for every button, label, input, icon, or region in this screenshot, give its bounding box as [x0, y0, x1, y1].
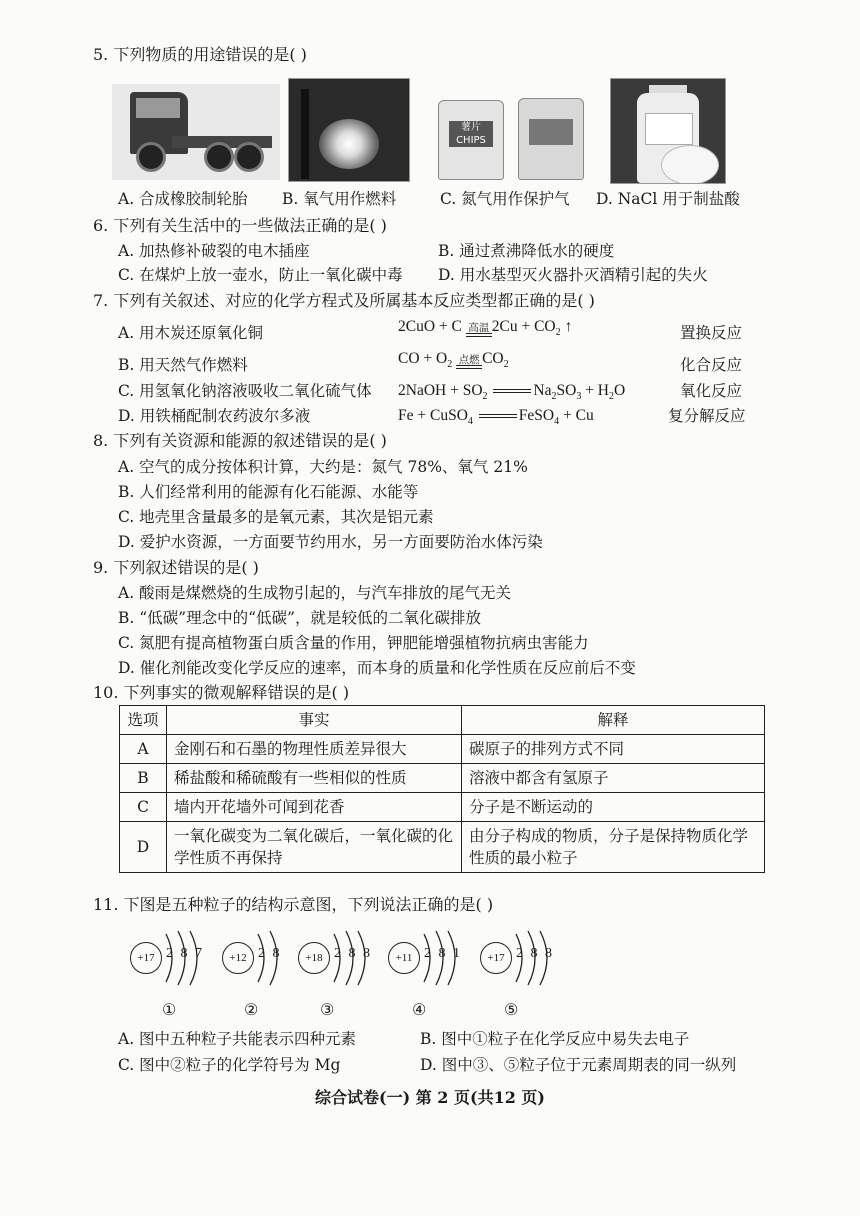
q10-row-explanation: 溶液中都含有氢原子	[462, 764, 765, 793]
q9-option-c: C. 氮肥有提高植物蛋白质含量的作用，钾肥能增强植物抗病虫害能力	[118, 634, 589, 652]
q7-row-b-equation: CO + $O_2$ 点燃 $CO_2$	[398, 350, 509, 371]
chips-bag-image	[438, 100, 504, 180]
q8-option-a: A. 空气的成分按体积计算，大约是：氮气 78%、氧气 21%	[118, 458, 528, 476]
q5-option-c: C. 氮气用作保护气	[440, 190, 570, 208]
electron-shells: 2 8	[258, 946, 282, 961]
q7-row-b-type: 化合反应	[680, 356, 743, 374]
electron-shells: 2 8 8	[334, 946, 372, 961]
q10-row-fact: 一氧化碳变为二氧化碳后，一氧化碳的化学性质不再保持	[167, 822, 462, 873]
q10-row-explanation: 由分子构成的物质，分子是保持物质化学性质的最小粒子	[462, 822, 765, 873]
q5-stem: 5. 下列物质的用途错误的是( )	[93, 45, 307, 64]
q7-row-a-equation: 2CuO + C 高温 $2Cu + CO_2$ ↑	[398, 318, 573, 339]
q7-row-a-condition: 高温	[468, 322, 490, 335]
q10-row-explanation: 碳原子的排列方式不同	[462, 735, 765, 764]
q8-option-c: C. 地壳里含量最多的是氧元素，其次是铝元素	[118, 508, 434, 526]
q9-stem: 9. 下列叙述错误的是( )	[93, 558, 259, 577]
electron-shells: 2 8 7	[166, 946, 204, 961]
nucleus-label: +18	[298, 942, 330, 974]
q10-header-fact: 事实	[167, 706, 462, 735]
table-row	[120, 764, 765, 793]
q10-table-header	[120, 706, 765, 735]
table-row	[120, 793, 765, 822]
chips-bag-logo: 薯片 CHIPS	[449, 121, 493, 147]
nucleus-label: +11	[388, 942, 420, 974]
q7-row-a-desc: A. 用木炭还原氧化铜	[118, 324, 264, 342]
q10-row-option: D	[120, 822, 167, 873]
table-row	[120, 735, 765, 764]
q10-header-option: 选项	[120, 706, 167, 735]
q6-option-b: B. 通过煮沸降低水的硬度	[438, 242, 615, 260]
electron-shells: 2 8 1	[424, 946, 462, 961]
q5-option-a: A. 合成橡胶制轮胎	[118, 190, 248, 208]
q10-stem: 10. 下列事实的微观解释错误的是( )	[93, 683, 350, 702]
q7-row-b-desc: B. 用天然气作燃料	[118, 356, 248, 374]
nacl-bottle-image	[610, 78, 726, 184]
nucleus-label: +17	[480, 942, 512, 974]
q9-option-b: B. “低碳”理念中的“低碳”，就是较低的二氧化碳排放	[118, 609, 481, 627]
q10-row-fact: 稀盐酸和稀硫酸有一些相似的性质	[167, 764, 462, 793]
q5-option-d: D. NaCl 用于制盐酸	[596, 190, 740, 208]
q9-option-a: A. 酸雨是煤燃烧的生成物引起的，与汽车排放的尾气无关	[118, 584, 512, 602]
q7-row-d-equation: Fe + CuSO$_4$ FeSO$_4$ + Cu	[398, 407, 594, 428]
particle-label-5: ⑤	[504, 1000, 519, 1019]
q11-option-a: A. 图中五种粒子共能表示四种元素	[118, 1030, 357, 1048]
q10-row-fact: 金刚石和石墨的物理性质差异很大	[167, 735, 462, 764]
q7-stem: 7. 下列有关叙述、对应的化学方程式及所属基本反应类型都正确的是( )	[93, 291, 595, 310]
q10-row-option: B	[120, 764, 167, 793]
truck-image	[112, 84, 280, 180]
q11-option-d: D. 图中③、⑤粒子位于元素周期表的同一纵列	[420, 1056, 737, 1074]
q7-row-d-desc: D. 用铁桶配制农药波尔多液	[118, 407, 311, 425]
particle-label-4: ④	[412, 1000, 427, 1019]
page-footer: 综合试卷(一) 第 2 页(共12 页)	[315, 1088, 545, 1107]
furnace-image	[288, 78, 410, 182]
q9-option-d: D. 催化剂能改变化学反应的速率，而本身的质量和化学性质在反应前后不变	[118, 659, 636, 677]
particle-label-3: ③	[320, 1000, 335, 1019]
q6-option-c: C. 在煤炉上放一壶水，防止一氧化碳中毒	[118, 266, 403, 284]
q11-stem: 11. 下图是五种粒子的结构示意图，下列说法正确的是( )	[93, 895, 494, 914]
particle-label-2: ②	[244, 1000, 259, 1019]
q7-row-a-type: 置换反应	[680, 324, 743, 342]
q10-row-option: C	[120, 793, 167, 822]
q8-option-b: B. 人们经常利用的能源有化石能源、水能等	[118, 483, 419, 501]
q6-option-d: D. 用水基型灭火器扑灭酒精引起的失火	[438, 266, 708, 284]
q10-row-explanation: 分子是不断运动的	[462, 793, 765, 822]
q8-stem: 8. 下列有关资源和能源的叙述错误的是( )	[93, 431, 387, 450]
q10-row-fact: 墙内开花墙外可闻到花香	[167, 793, 462, 822]
q11-option-c: C. 图中②粒子的化学符号为 Mg	[118, 1056, 341, 1074]
nucleus-label: +17	[130, 942, 162, 974]
chips-bag-image-2	[518, 98, 584, 180]
q7-row-d-type: 复分解反应	[668, 407, 746, 425]
q11-option-b: B. 图中①粒子在化学反应中易失去电子	[420, 1030, 690, 1048]
particle-diagram-5	[480, 928, 590, 988]
q8-option-d: D. 爱护水资源，一方面要节约用水，另一方面要防治水体污染	[118, 533, 543, 551]
nucleus-label: +12	[222, 942, 254, 974]
q6-stem: 6. 下列有关生活中的一些做法正确的是( )	[93, 216, 387, 235]
q7-row-c-equation: 2NaOH + $SO_2$ $Na_2SO_3 + H_2O$	[398, 382, 626, 403]
q7-row-b-condition: 点燃	[458, 354, 480, 367]
table-row	[120, 822, 765, 873]
q6-option-a: A. 加热修补破裂的电木插座	[118, 242, 310, 260]
q10-header-explanation: 解释	[462, 706, 765, 735]
electron-shells: 2 8 8	[516, 946, 554, 961]
q10-row-option: A	[120, 735, 167, 764]
q10-table	[119, 705, 765, 873]
particle-label-1: ①	[162, 1000, 177, 1019]
q7-row-c-type: 氧化反应	[680, 382, 743, 400]
q5-option-b: B. 氧气用作燃料	[282, 190, 397, 208]
q7-row-c-desc: C. 用氢氧化钠溶液吸收二氧化硫气体	[118, 382, 372, 400]
